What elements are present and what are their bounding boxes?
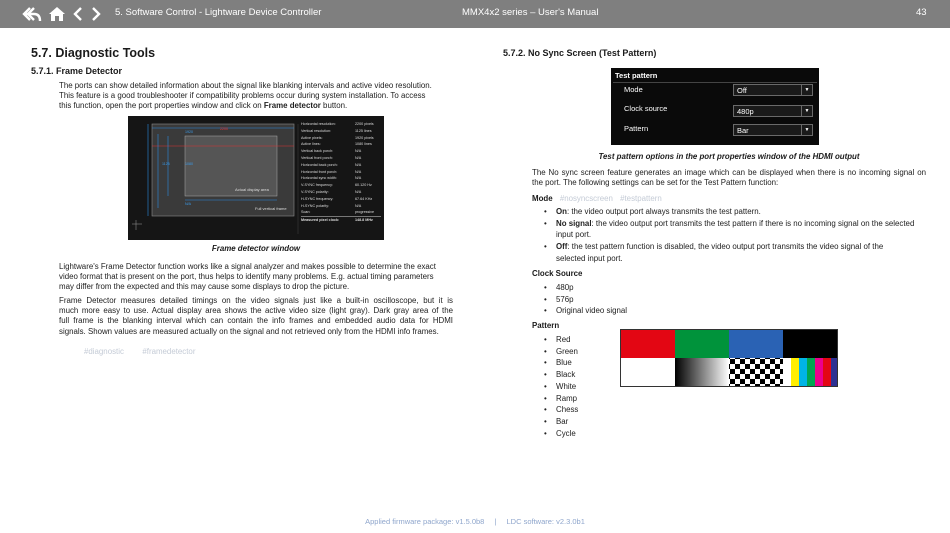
panel-title: Test pattern [615,71,658,80]
breadcrumb: 5. Software Control - Lightware Device Controller [115,7,322,18]
frame-parameters-list [301,121,381,224]
list-item: • Ramp [532,393,578,405]
text-line: full frame is the blanking interval which can contain the info frames and embedded audio data for HDMI [59,316,453,326]
parameter-value: progressive [355,210,375,215]
chevron-down-icon: ▼ [801,106,812,116]
parameter-row [301,128,381,135]
parameter-row [301,209,381,216]
parameter-row [301,155,381,162]
list-item: • 480p [532,282,627,294]
text-line: video format that is present on the port, thus helps to identify many problems. E.g. actual timing parameters [59,272,434,282]
black-swatch [783,329,838,358]
panel-divider [613,82,817,83]
list-item: • 576p [532,294,627,306]
mode-select[interactable]: Off ▼ [733,84,813,96]
parameter-row [301,148,381,155]
text-line: Lightware's Frame Detector function works like a signal analyzer and makes possible to determine the exact [59,262,436,271]
chess-swatch [729,358,783,387]
pattern-label: Pattern [624,124,649,133]
text-line: This feature is a good troubleshooter if compatibility problems occur during system installation. To access [59,91,426,101]
pattern-list [532,334,578,439]
text-line: this function, open the port properties window and click on Frame detector button. [59,101,348,111]
section-title: 5.7. Diagnostic Tools [31,46,156,60]
chevron-down-icon: ▼ [801,85,812,95]
list-item: • White [532,381,578,393]
parameter-row [301,141,381,148]
full-frame-label: Full vertical frame [255,206,287,211]
parameter-value: N/A [355,149,362,154]
tag-nosyncscreen[interactable]: #nosyncscreen [559,194,613,203]
parameter-row [301,189,381,196]
h-active-label: 1920 [185,130,193,134]
parameter-value: N/A [355,169,362,174]
list-item: • Chess [532,404,578,416]
parameter-value: 1920 pixels [355,135,374,140]
actual-display-label: Actual display area [235,187,269,192]
green-swatch [675,329,729,358]
mode-label: Mode [624,85,643,94]
list-item: • Red [532,334,578,346]
text-line: signals. Shown values are measured actually on the signal and not retrieved only from the HDMI info frames. [59,326,439,336]
parameter-name: Scan: [301,210,311,215]
parameter-row [301,121,381,128]
parameter-name: Horizontal sync width: [301,176,337,181]
text-line: The No sync screen feature generates an image which can be displayed when there is no incoming signal on [532,168,926,177]
bar-swatch [783,358,838,387]
parameter-name: H-SYNC polarity: [301,203,330,208]
v-total-label: 1125 [162,162,170,166]
clock-source-select[interactable]: 480p ▼ [733,105,813,117]
paragraph-measures [59,296,453,337]
parameter-value: N/A [355,176,362,181]
parameter-name: Vertical resolution: [301,128,332,133]
list-item: • Off: the test pattern function is disabled, the video output port transmits the video signal of the selected input port. [532,241,926,264]
frame-detector-button-ref: Frame detector [263,101,321,111]
page-number: 43 [916,7,927,18]
parameter-name: Horizontal back porch: [301,162,338,167]
parameter-value: 1080 lines [355,142,372,147]
parameter-name: Measured pixel clock: [301,218,340,223]
nav-buttons [22,5,102,23]
na-label: N/A [185,202,191,206]
parameter-row [301,196,381,203]
tags [84,341,195,359]
parameter-name: Horizontal resolution: [301,122,336,126]
list-item: • Original video signal [532,305,627,317]
list-item: • Black [532,369,578,381]
list-item: • No signal: the video output port transmits the test pattern if there is no incoming signal on the selected input port. [532,218,926,241]
text-line: the port. The following settings can be set for the Test Pattern function: [532,178,779,188]
clock-source-label: Clock source [624,104,668,113]
parameter-row [301,203,381,210]
pattern-heading: Pattern [532,321,560,330]
h-total-label: 2200 [220,127,228,131]
parameter-value: N/A [355,155,362,160]
ldc-version: LDC software: v2.3.0b1 [506,517,585,526]
frame-detector-window [128,116,384,240]
parameter-name: H-SYNC frequency: [301,196,334,201]
list-item: • Green [532,346,578,358]
ramp-swatch [675,358,729,387]
back-arrow-icon[interactable] [22,5,42,23]
clock-source-list [532,282,627,317]
parameter-row [301,216,381,224]
parameter-value: N/A [355,162,362,167]
page-footer [0,517,950,526]
parameter-value: 148.8 MHz [355,218,373,223]
parameter-name: Active lines: [301,142,321,147]
home-icon[interactable] [48,5,66,23]
parameter-name: Vertical back porch: [301,149,334,154]
text-line: much more easy to use. Actual display area shows the active video size (light gray). Dark gray area of the [59,306,453,316]
clock-source-heading: Clock Source [532,269,583,278]
text-line: may differ from the expected and this may cause some displays to drop the picture. [59,282,350,292]
parameter-name: Active pixels: [301,135,323,140]
tag-diagnostic[interactable]: #diagnostic [84,347,124,356]
firmware-version: Applied firmware package: v1.5.0b8 [365,517,485,526]
parameter-row [301,169,381,176]
figure-caption: Frame detector window [211,244,301,253]
parameter-value: 2200 pixels [355,122,374,126]
parameter-value: N/A [355,189,362,194]
list-item: • On: the video output port always transmits the test pattern. [532,206,926,218]
chevron-down-icon: ▼ [801,125,812,135]
parameter-value: 60.120 Hz [355,183,372,188]
footer-separator: | [494,517,497,526]
subsection-title: 5.7.1. Frame Detector [31,66,123,76]
pattern-select[interactable]: Bar ▼ [733,124,813,136]
list-item: • Bar [532,416,578,428]
parameter-name: V-SYNC polarity: [301,189,329,194]
list-item: • Cycle [532,428,578,440]
red-swatch [620,329,675,358]
mode-heading: Mode #nosyncscreen #testpattern [532,194,662,203]
pattern-samples [620,329,838,387]
previous-page-icon[interactable] [72,5,84,23]
mode-list [532,206,926,265]
test-pattern-panel [611,68,819,145]
panel-caption: Test pattern options in the port properties window of the HDMI output [598,152,860,161]
parameter-name: Vertical front porch: [301,155,333,160]
parameter-value: N/A [355,203,362,208]
subsection-title-test-pattern: 5.7.2. No Sync Screen (Test Pattern) [503,48,657,58]
parameter-value: 67.64 KHz [355,196,373,201]
parameter-name: Horizontal front porch: [301,169,338,174]
manual-title: MMX4x2 series – User's Manual [462,7,599,18]
no-sync-intro [532,168,926,188]
next-page-icon[interactable] [90,5,102,23]
tag-testpattern[interactable]: #testpattern [620,194,662,203]
tag-framedetector[interactable]: #framedetector [142,347,196,356]
parameter-row [301,175,381,182]
parameter-row [301,135,381,142]
paragraph-lightware [59,262,453,293]
page-header [0,0,950,28]
parameter-row [301,162,381,169]
intro-paragraph [59,81,453,112]
blue-swatch [729,329,783,358]
parameter-value: 1125 lines [355,128,372,133]
parameter-row [301,182,381,189]
v-active-label: 1080 [185,162,193,166]
list-item: • Blue [532,357,578,369]
text-line: Frame Detector measures detailed timings on the video signals just like a built-in oscilloscope, but it is [59,296,453,305]
white-swatch [620,358,675,387]
parameter-name: V-SYNC frequency: [301,183,333,188]
text-line: The ports can show detailed information about the signal like blanking intervals and active video resolution. [59,81,432,90]
